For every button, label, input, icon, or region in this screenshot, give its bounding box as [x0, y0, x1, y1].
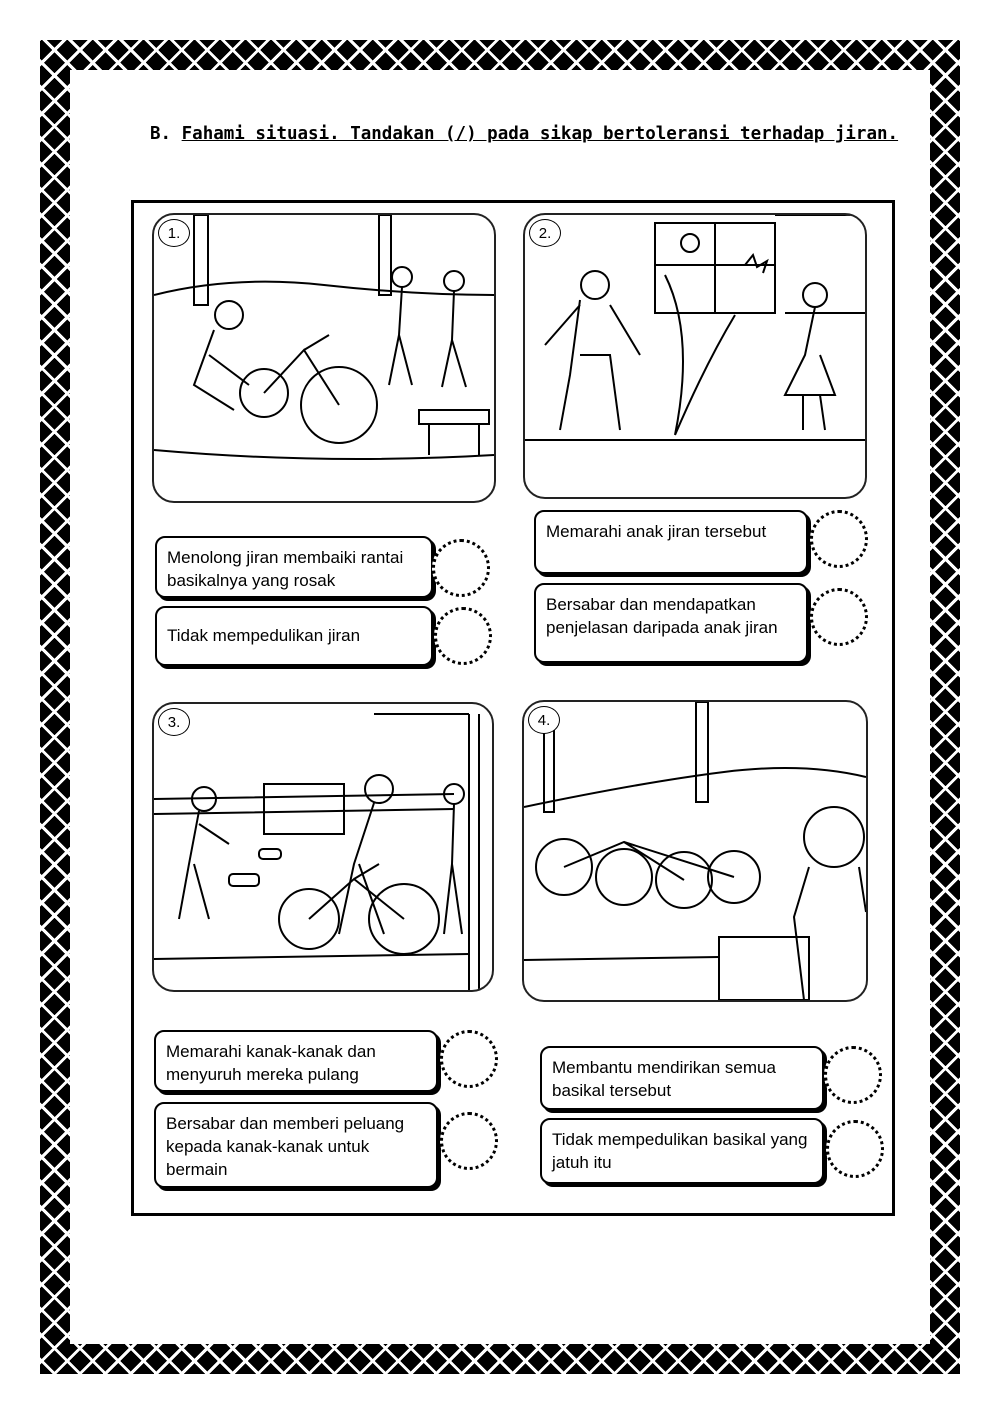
- instruction-text: Fahami situasi. Tandakan (/) pada sikap bertoleransi terhadap jiran.: [181, 124, 899, 144]
- children-playing-toy-cars-icon: [154, 704, 492, 990]
- instruction-label: B.: [150, 124, 172, 144]
- panel-2-option-1-checkbox[interactable]: [810, 510, 868, 568]
- panel-4-option-2-checkbox[interactable]: [826, 1120, 884, 1178]
- panel-2-number: 2.: [529, 219, 561, 247]
- panel-4-option-1-checkbox[interactable]: [824, 1046, 882, 1104]
- panel-2-option-2-checkbox[interactable]: [810, 588, 868, 646]
- option-text: Bersabar dan mendapatkan penjelasan daripada anak jiran: [546, 595, 778, 637]
- panel-4-option-2: [540, 1118, 824, 1184]
- option-text: Memarahi anak jiran tersebut: [546, 522, 767, 541]
- panel-1-illustration: [152, 213, 496, 503]
- instruction-heading: [150, 124, 899, 144]
- panel-2-illustration: [523, 213, 867, 499]
- panel-1-number: 1.: [158, 219, 190, 247]
- panel-2-option-2: [534, 583, 808, 663]
- panel-3-option-1-checkbox[interactable]: [440, 1030, 498, 1088]
- panel-3-option-1: [154, 1030, 438, 1092]
- ball-breaking-window-icon: [525, 215, 865, 497]
- panel-3-option-2-checkbox[interactable]: [440, 1112, 498, 1170]
- option-text: Bersabar dan memberi peluang kepada kanak-kanak untuk bermain: [166, 1114, 405, 1179]
- panel-1-option-1: [155, 536, 433, 598]
- panel-4-illustration: [522, 700, 868, 1002]
- option-text: Tidak mempedulikan jiran: [167, 626, 361, 645]
- option-text: Memarahi kanak-kanak dan menyuruh mereka pulang: [166, 1042, 376, 1084]
- boy-fixing-bicycle-icon: [154, 215, 494, 501]
- panel-4-number: 4.: [528, 706, 560, 734]
- panel-4-option-1: [540, 1046, 824, 1110]
- option-text: Membantu mendirikan semua basikal tersebut: [552, 1058, 776, 1100]
- panel-3-illustration: [152, 702, 494, 992]
- option-text: Menolong jiran membaiki rantai basikalnya yang rosak: [167, 548, 404, 590]
- panel-1-option-2-checkbox[interactable]: [434, 607, 492, 665]
- panel-2-option-1: [534, 510, 808, 574]
- fallen-bicycles-icon: [524, 702, 866, 1000]
- panel-3-number: 3.: [158, 708, 190, 736]
- panel-3-option-2: [154, 1102, 438, 1188]
- panel-1-option-1-checkbox[interactable]: [432, 539, 490, 597]
- panel-1-option-2: [155, 606, 433, 666]
- option-text: Tidak mempedulikan basikal yang jatuh itu: [552, 1130, 808, 1172]
